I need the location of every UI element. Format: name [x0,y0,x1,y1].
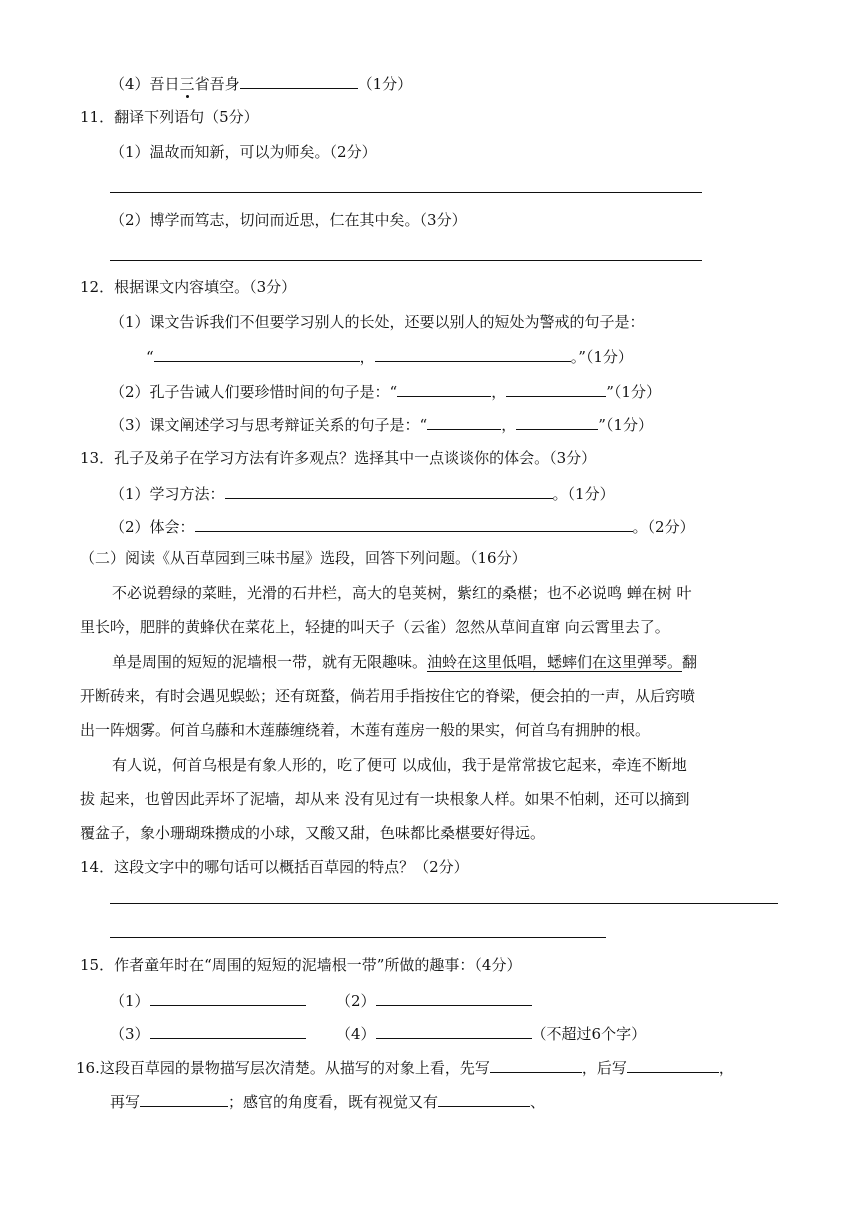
q14-answer-line-2[interactable] [110,937,606,938]
passage-p1-line-1: 不必说碧绿的菜畦，光滑的石井栏，高大的皂荚树，紫红的桑椹；也不必说鸣 蝉在树 叶 [112,584,692,602]
q11-sentence-1: （1）温故而知新，可以为师矣。（2分） [110,143,377,161]
passage-p3-line-3: 覆盆子，象小珊瑚珠攒成的小球，又酸又甜，色味都比桑椹要好得远。 [80,824,546,842]
q14-title: 14．这段文字中的哪句话可以概括百草园的特点？（2分） [80,858,469,876]
q10-4-score: （1分） [357,75,413,93]
q11-2-answer-line[interactable] [110,260,702,261]
q10-item-4 [110,72,412,94]
q15-3-blank[interactable] [150,1022,306,1039]
q15-4-blank[interactable] [376,1022,532,1039]
q12-3-blank-a[interactable] [427,413,501,430]
q15-note: （不超过6个字） [531,1025,647,1043]
q16-blank-1[interactable] [490,1056,582,1073]
passage-p2-line-2: 开断砖来，有时会遇见蜈蚣；还有斑蝥，倘若用手指按住它的脊梁，便会拍的一声，从后窍喷 [80,687,696,705]
q15-item-3: （3） [110,1022,306,1044]
q12-1-blank-b[interactable] [375,345,571,362]
q15-item-1: （1） [110,989,306,1011]
q15-item-4: （4） （不超过6个字） [336,1022,646,1044]
q11-sentence-2: （2）博学而笃志，切问而近思，仁在其中矣。（3分） [110,211,467,229]
passage-title: （二）阅读《从百草园到三味书屋》选段，回答下列问题。（16分） [80,549,527,567]
q15-title: 15．作者童年时在“周围的短短的泥墙根一带”所做的趣事：（4分） [80,956,522,974]
passage-p2-line-1: 单是周围的短短的泥墙根一带，就有无限趣味。油蛉在这里低唱，蟋蟀们在这里弹琴。翻 [112,653,698,671]
q10-4-answer-blank[interactable] [240,72,358,89]
passage-p3-line-2: 拔 起来，也曾因此弄坏了泥墙，却从来 没有见过有一块根象人样。如果不怕刺，还可以摘到 [80,790,690,808]
q12-2-blank-b[interactable] [506,380,606,397]
q12-sentence-2: （2）孔子告诫人们要珍惜时间的句子是：“ ， ”（1分） [110,380,661,402]
q15-1-blank[interactable] [150,989,306,1006]
q13-item-2: （2）体会： 。（2分） [110,515,695,537]
q12-1-answer: “ ， 。”（1分） [146,345,633,367]
q14-answer-line-1[interactable] [110,903,778,904]
q15-2-blank[interactable] [376,989,532,1006]
q16-blank-4[interactable] [438,1090,530,1107]
q11-title: 11．翻译下列语句（5分） [80,108,259,126]
q15-item-2: （2） [336,989,532,1011]
q12-sentence-1: （1）课文告诉我们不但要学习别人的长处，还要以别人的短处为警戒的句子是： [110,313,645,331]
q12-2-blank-a[interactable] [397,380,491,397]
q12-3-blank-b[interactable] [516,413,598,430]
passage-p3-line-1: 有人说，何首乌根是有象人形的，吃了便可 以成仙，我于是常常拔它起来，牵连不断地 [112,756,687,774]
q11-1-answer-line[interactable] [110,192,702,193]
q12-sentence-3: （3）课文阐述学习与思考辩证关系的句子是：“ ， ”（1分） [110,413,653,435]
q12-title: 12．根据课文内容填空。（3分） [80,278,297,296]
q16-line-2: 再写 ；感官的角度看，既有视觉又有 、 [110,1090,545,1112]
underlined-sentence: 油蛉在这里低唱，蟋蟀们在这里弹琴。 [427,653,683,671]
q13-title: 13．孔子及弟子在学习方法有许多观点？选择其中一点谈谈你的体会。（3分） [80,449,597,467]
q16-blank-3[interactable] [140,1090,228,1107]
q13-item-1: （1）学习方法： 。（1分） [110,482,615,504]
q10-4-label: （4）吾日三省吾身 [110,75,240,93]
passage-p1-line-2: 里长吟，肥胖的黄蜂伏在菜花上，轻捷的叫天子（云雀）忽然从草间直窜 向云霄里去了。 [80,618,670,636]
passage-p2-line-3: 出一阵烟雾。何首乌藤和木莲藤缠绕着，木莲有莲房一般的果实，何首乌有拥肿的根。 [80,721,651,739]
q12-1-blank-a[interactable] [154,345,360,362]
q13-1-blank[interactable] [225,482,553,499]
q16-line-1: 16.这段百草园的景物描写层次清楚。从描写的对象上看，先写 ，后写 ， [76,1056,734,1078]
q13-2-blank[interactable] [195,515,633,532]
q16-blank-2[interactable] [627,1056,719,1073]
